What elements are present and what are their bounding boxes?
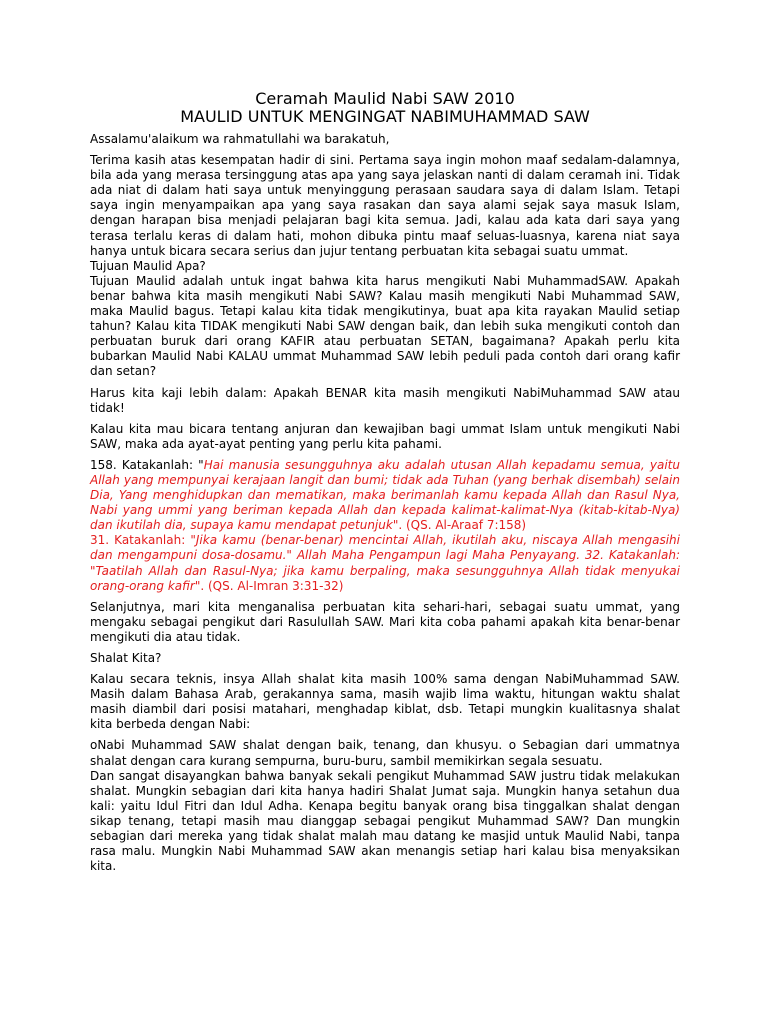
document-subtitle: MAULID UNTUK MENGINGAT NABIMUHAMMAD SAW <box>180 107 590 126</box>
heading-tujuan-maulid: Tujuan Maulid Apa? <box>90 258 206 273</box>
verse-al-araaf <box>90 458 680 533</box>
paragraph-shalat-teknis: Kalau secara teknis, insya Allah shalat kita masih 100% sama dengan NabiMuhammad SAW. Masih dalam Bahasa Arab, gerakannya sama, masih wajib lima waktu, hitungan waktu shalat masih diambil dari posisi matahari, menghadap kiblat, dsb. Tetapi mungkin kualitasnya shalat kita berbeda dengan Nabi: <box>90 672 680 732</box>
verse-al-imran <box>90 533 680 593</box>
greeting: Assalamu'alaikum wa rahmatullahi wa barakatuh, <box>90 132 390 146</box>
verse-quote: Jika kamu (benar-benar) mencintai Allah, ikutilah aku, niscaya Allah mengasihi dan mengampuni dosa-dosamu." Allah Maha Pengampun lagi Maha Penyayang. 32. Katakanlah: "Taatilah Allah dan Rasul-Nya; jika kamu berpaling, maka sesungguhnya Allah tidak menyukai orang-orang kafir <box>90 533 680 593</box>
heading-shalat: Shalat Kita? <box>90 651 162 665</box>
paragraph-shalat-kualitas: oNabi Muhammad SAW shalat dengan baik, tenang, dan khusyu. o Sebagian dari ummatnya shalat dengan cara kurang sempurna, buru-buru, sambil memikirkan segala sesuatu. <box>90 738 680 768</box>
document-title: Ceramah Maulid Nabi SAW 2010 <box>255 89 515 108</box>
paragraph-anjuran: Kalau kita mau bicara tentang anjuran dan kewajiban bagi ummat Islam untuk mengikuti Nabi SAW, maka ada ayat-ayat penting yang perlu kita pahami. <box>90 421 680 451</box>
verse-label: 158. Katakanlah: " <box>90 457 204 472</box>
document-page <box>90 90 680 874</box>
verse-label: 31. Katakanlah: " <box>90 533 196 548</box>
paragraph-tujuan: Tujuan Maulid adalah untuk ingat bahwa kita harus mengikuti Nabi MuhammadSAW. Apakah benar bahwa kita masih mengikuti Nabi SAW? Kalau masih mengikuti Nabi Muhammad SAW, maka Maulid bagus. Tetapi kalau kita tidak mengikutinya, buat apa kita rayakan Maulid setiap tahun? Kalau kita TIDAK mengikuti Nabi SAW dengan baik, dan lebih suka mengikuti contoh dan perbuatan buruk dari orang KAFIR atau perbuatan SETAN, bagaimana? Apakah perlu kita bubarkan Maulid Nabi KALAU ummat Muhammad SAW lebih peduli pada contoh dari orang kafir dan setan? <box>90 273 680 379</box>
paragraph-analisa: Selanjutnya, mari kita menganalisa perbuatan kita sehari-hari, sebagai suatu ummat, yang mengaku sebagai pengikut dari Rasulullah SAW. Mari kita coba pahami apakah kita benar-benar mengikuti dia atau tidak. <box>90 599 680 644</box>
verse-quote: Hai manusia sesungguhnya aku adalah utusan Allah kepadamu semua, yaitu Allah yang mempunyai kerajaan langit dan bumi; tidak ada Tuhan (yang berhak disembah) selain Dia, Yang menghidupkan dan mematikan, maka berimanlah kamu kepada Allah dan Rasul Nya, Nabi yang ummi yang beriman kepada Allah dan kepada kalimat-kalimat-Nya (kitab-kitab-Nya) dan ikutilah dia, supaya kamu mendapat petunjuk <box>90 457 680 533</box>
paragraph-shalat-tinggalkan: Dan sangat disayangkan bahwa banyak sekali pengikut Muhammad SAW justru tidak melakukan shalat. Mungkin sebagian dari kita hanya hadiri Shalat Jumat saja. Mungkin hanya setahun dua kali: yaitu Idul Fitri dan Idul Adha. Kenapa begitu banyak orang bisa tinggalkan shalat dengan sikap tenang, tetapi masih mau dianggap sebagai pengikut Muhammad SAW? Dan mungkin sebagian dari mereka yang tidak shalat malah mau datang ke masjid untuk Maulid Nabi, tanpa rasa malu. Mungkin Nabi Muhammad SAW akan menangis setiap hari kalau bisa menyaksikan kita. <box>90 768 680 874</box>
verse-reference: ". (QS. Al-Imran 3:31-32) <box>194 578 344 593</box>
verse-reference: ". (QS. Al-Araaf 7:158) <box>392 518 527 533</box>
paragraph-kaji: Harus kita kaji lebih dalam: Apakah BENAR kita masih mengikuti NabiMuhammad SAW atau tidak! <box>90 385 680 415</box>
paragraph-intro: Terima kasih atas kesempatan hadir di sini. Pertama saya ingin mohon maaf sedalam-dalamnya, bila ada yang merasa tersinggung atas apa yang saya jelaskan nanti di dalam ceramah ini. Tidak ada niat di dalam hati saya untuk menyinggung perasaan saudara saya di dalam Islam. Tetapi saya ingin menyampaikan apa yang saya rasakan dan saya alami sejak saya masuk Islam, dengan harapan bisa menjadi pelajaran bagi kita semua. Jadi, kalau ada kata dari saya yang terasa terlalu keras di dalam hati, mohon dibuka pintu maaf seluas-luasnya, karena niat saya hanya untuk bicara secara serius dan jujur tentang perbuatan kita sebagai suatu ummat. <box>90 153 680 258</box>
